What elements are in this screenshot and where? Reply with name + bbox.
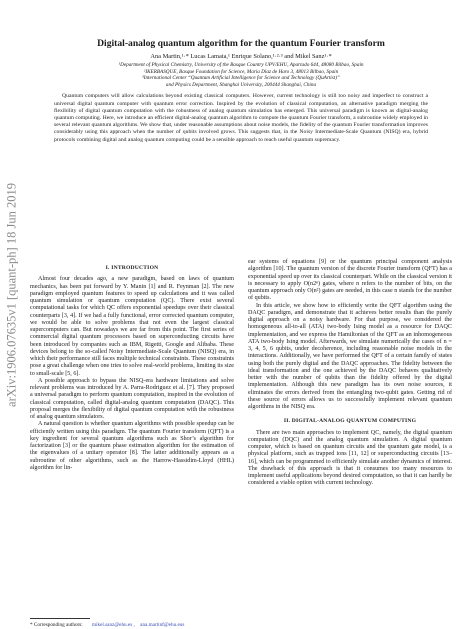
arxiv-id-text: arXiv:1906.07635v1 [quant-ph] 18 Jun 2019	[4, 183, 19, 407]
section-heading-daqc: II. DIGITAL-ANALOG QUANTUM COMPUTING	[283, 418, 417, 425]
paper-page	[30, 38, 452, 628]
email-link-2[interactable]: ana.martinf@ehu.eus	[140, 622, 185, 628]
intro-paragraph-2: A possible approach to bypass the NISQ-era hardware limitations and solve relevant problems was introduced by A. Parra-Rodriguez et al. [7]. They proposed a universal paradigm to perform quantum computation, inspired in the evolution of classical computation, called digital-analog quantum computation (DAQC). This proposal merges the flexibility of digital quantum computation with the robustness of analog quantum simulators.	[30, 377, 234, 420]
body-columns	[30, 259, 452, 488]
right-column	[248, 259, 452, 488]
intro-paragraph-1: Almost four decades ago, a new paradigm, based on laws of quantum mechanics, has been put forward by Y. Manin [1] and R. Feynman [2]. The new paradigm employed quantum features to speed up calculations and it was called quantum simulation or quantum computation (QC). There exist several computational tasks for which QC offers exponential speedups over their classical counterparts [3, 4]. If we had a fully functional, error corrected quantum computer, we would be able to solve problems that not even the largest classical supercomputers can. But nowadays we are far from this point. The first series of commercial digital quantum processors based on superconducting circuits have been introduced by companies such as IBM, Rigetti, Google and Alibaba. These devices belong to the so-called Noisy Intermediate-Scale Quantum (NISQ) era, in which their performance still faces multiple technical constraints. These constraints pose a great challenge when one tries to solve real-world problems, limiting its size to small-scale [5, 6].	[30, 276, 234, 377]
intro-paragraph-3-cont: ear systems of equations [9] or the quantum principal component analysis algorithm [10]. The quantum version of the discrete Fourier transform (QFT) has a exponential speed up over its classical counterpart. While on the classical version it is necessary to apply O(n2ⁿ) gates, where n refers to the number of bits, on the quantum approach only O(n²) gates are needed, in this case n stands for the number of qubits.	[248, 259, 452, 302]
footnote-rule	[30, 618, 90, 619]
affiliation-2: ²IKERBASQUE, Basque Foundation for Science, Maria Diaz de Haro 3, 48013 Bilbao, Spain	[143, 68, 339, 75]
affiliation-1: ¹Department of Physical Chemistry, University of the Basque Country UPV/EHU, Apartado 644, 48080 Bilbao, Spain	[118, 62, 364, 68]
daqc-paragraph-1: There are two main approaches to implement QC, namely, the digital quantum computation (DQC) and the analog quantum simulation. A digital quantum computer, which is based on quantum circuits and the quantum gate model, is a physical platform, such as trapped ions [11, 12] or superconducting circuits [13–16], which can be programmed to efficiently simulate another dynamics of interest. The drawback of this approach is that it consumes too many resources to implement useful applications beyond desired computation, so that it can hardly be considered a viable option with current technology.	[248, 429, 452, 487]
affiliations	[30, 62, 452, 88]
left-column	[30, 259, 234, 488]
affiliation-3-cont: and Physics Department, Shanghai University, 200444 Shanghai, China	[165, 81, 317, 88]
abstract-text: Quantum computers will allow calculations beyond existing classical computers. However, current technology is still too noisy and imperfect to construct a universal digital quantum computer with quantum error correction. Inspired by the evolution of classical computation, an alternative paradigm merging the flexibility of digital quantum computation with the robustness of analog quantum simulation has emerged. This universal paradigm is known as digital-analog quantum computing. Here, we introduce an efficient digital-analog quantum algorithm to compute the quantum Fourier transform, a subroutine widely employed in several relevant quantum algorithms. We show that, under reasonable assumptions about noise models, the fidelity of the quantum Fourier transformation improves considerably using this approach when the number of qubits involved grows. This suggests that, in the Noisy Intermediate-Scale Quantum (NISQ) era, hybrid protocols combining digital and analog quantum computing could be a sensible approach to reach useful quantum supremacy.	[54, 93, 428, 143]
arxiv-identifier	[4, 150, 20, 440]
intro-paragraph-4: In this article, we show how to efficiently write the QFT algorithm using the DAQC paradigm, and demonstrate that it achieves better results than the purely digital approach on a noisy hardware. For that purpose, we considered the homogeneous all-to-all (ATA) two-body Ising model as a resource for DAQC implementation, and we express the Hamiltonian of the QFT as an inhomogeneous ATA two-body Ising model. Afterwards, we simulate numerically the cases of n = 3, 4, 5, 6 qubits, under decoherence, including reasonable noise models in the interactions. Additionally, we have performed the QFT of a certain family of states using both the purely digital and the DAQC approaches. The fidelity between the ideal transformation and the one achieved by the DAQC behaves qualitatively better with the number of qubits than the fidelity offered by the digital implementation. Although this new paradigm has its own noise sources, it eliminates the errors derived from the entangling two-qubit gates. Getting rid of these source of errors allows us to successfully implement relevant quantum algorithms in the NISQ era.	[248, 302, 452, 410]
email-link-1[interactable]: mikel.sanz@ehu.es ,	[92, 622, 135, 628]
abstract	[54, 93, 428, 143]
section-heading-introduction: I. INTRODUCTION	[105, 265, 159, 271]
intro-paragraph-3: A natural question is whether quantum algorithms with possible speedup can be efficiently written using this paradigm. The quantum Fourier transform (QFT) is a key ingredient for several quantum algorithms such as Shor’s algorithm for factorization [3] or the quantum phase estimation algorithm for the estimation of the eigenvalues of a unitary operator [8]. The latter additionally appears as a subroutine of other algorithms, such as the Harrow-Hassidim-Lloyd (HHL) algorithm for lin-	[30, 421, 234, 471]
author-list: Ana Martin,¹·* Lucas Lamata,¹ Enrique Solano,¹·²·³ and Mikel Sanz¹·*	[150, 53, 332, 60]
footnote-label: * Corresponding authors:	[30, 622, 83, 628]
affiliation-3: ³International Center “Quantum Artificial Intelligence for Science and Technology (QuArtist)”	[142, 75, 340, 82]
paper-title: Digital-analog quantum algorithm for the quantum Fourier transform	[97, 38, 385, 49]
footnote	[30, 618, 234, 629]
